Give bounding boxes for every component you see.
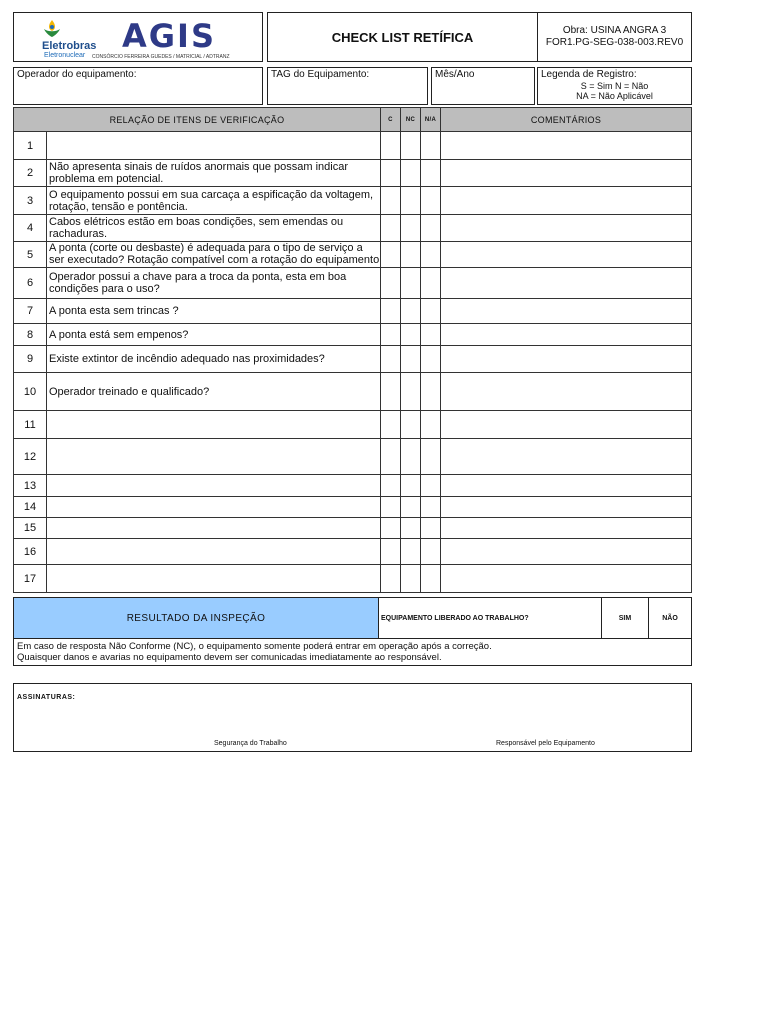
- row-comment[interactable]: [441, 215, 692, 242]
- row-check-na[interactable]: [421, 373, 441, 411]
- row-check-na[interactable]: [421, 187, 441, 215]
- row-check-nc[interactable]: [401, 215, 421, 242]
- legend-box: [537, 67, 692, 105]
- agis-logo: AGIS: [122, 17, 216, 55]
- row-check-nc[interactable]: [401, 565, 421, 593]
- row-check-na[interactable]: [421, 242, 441, 268]
- table-row: [14, 475, 692, 497]
- row-number: 11: [14, 411, 47, 439]
- row-check-na[interactable]: [421, 132, 441, 160]
- row-item-text: [47, 497, 381, 518]
- col-header-na: N/A: [421, 108, 441, 132]
- row-number: 13: [14, 475, 47, 497]
- signatures-box: [13, 683, 692, 752]
- row-item-text-inner: Existe extintor de incêndio adequado nas proximidades?: [49, 353, 325, 365]
- result-sim-option[interactable]: [601, 597, 649, 639]
- row-check-nc[interactable]: [401, 242, 421, 268]
- legend-line-2: NA = Não Aplicável: [576, 91, 653, 101]
- row-number: 9: [14, 346, 47, 373]
- row-comment[interactable]: [441, 411, 692, 439]
- row-item-text: [47, 475, 381, 497]
- table-row: [14, 539, 692, 565]
- row-check-c[interactable]: [381, 187, 401, 215]
- row-check-nc[interactable]: [401, 132, 421, 160]
- row-item-text-inner: A ponta esta sem trincas ?: [49, 305, 179, 317]
- row-check-c[interactable]: [381, 411, 401, 439]
- row-check-c[interactable]: [381, 132, 401, 160]
- row-check-nc[interactable]: [401, 518, 421, 539]
- row-item-text-inner: A ponta (corte ou desbaste) é adequada para o tipo de serviço a ser executado? Rotação compatível com a rotação do equipamento: [49, 242, 380, 266]
- row-number: 1: [14, 132, 47, 160]
- row-check-c[interactable]: [381, 346, 401, 373]
- obra-box: [537, 12, 692, 62]
- row-number: 12: [14, 439, 47, 475]
- col-header-items: RELAÇÃO DE ITENS DE VERIFICAÇÃO: [14, 108, 381, 132]
- row-item-text: [47, 132, 381, 160]
- checklist-body: [14, 132, 692, 593]
- signature-safety[interactable]: Segurança do Trabalho: [214, 740, 287, 747]
- row-check-c[interactable]: [381, 518, 401, 539]
- col-header-c: C: [381, 108, 401, 132]
- row-item-text: [47, 215, 381, 242]
- row-comment[interactable]: [441, 565, 692, 593]
- consortium-text: CONSÓRCIO FERREIRA GUEDES / MATRICIAL / ADTRANZ: [92, 54, 230, 60]
- table-row: [14, 132, 692, 160]
- row-comment[interactable]: [441, 346, 692, 373]
- row-comment[interactable]: [441, 497, 692, 518]
- row-item-text: [47, 242, 381, 268]
- tag-label: TAG do Equipamento:: [271, 69, 370, 80]
- row-check-c[interactable]: [381, 373, 401, 411]
- row-item-text: [47, 268, 381, 299]
- table-row: [14, 497, 692, 518]
- row-check-na[interactable]: [421, 518, 441, 539]
- row-check-nc[interactable]: [401, 268, 421, 299]
- row-check-na[interactable]: [421, 565, 441, 593]
- row-item-text-inner: Não apresenta sinais de ruídos anormais que possam indicar problema em potencial.: [49, 161, 348, 185]
- note-box: [13, 638, 692, 666]
- signature-responsible[interactable]: Responsável pelo Equipamento: [496, 740, 595, 747]
- table-row: [14, 299, 692, 324]
- mes-ano-label: Mês/Ano: [435, 69, 475, 80]
- table-row: [14, 187, 692, 215]
- row-item-text: [47, 373, 381, 411]
- row-check-nc[interactable]: [401, 346, 421, 373]
- row-number: 15: [14, 518, 47, 539]
- result-sim-label: SIM: [618, 614, 632, 622]
- row-check-nc[interactable]: [401, 475, 421, 497]
- eletrobras-wordmark: Eletrobras: [42, 40, 97, 52]
- row-item-text-inner: O equipamento possui em sua carcaça a espificação da voltagem, rotação, tensão e pontência.: [49, 188, 374, 213]
- row-comment[interactable]: [441, 132, 692, 160]
- row-check-nc[interactable]: [401, 411, 421, 439]
- table-row: [14, 324, 692, 346]
- row-item-text: [47, 518, 381, 539]
- row-item-text: [47, 565, 381, 593]
- table-row: [14, 215, 692, 242]
- row-check-na[interactable]: [421, 346, 441, 373]
- row-check-c[interactable]: [381, 299, 401, 324]
- row-number: 17: [14, 565, 47, 593]
- row-check-na[interactable]: [421, 160, 441, 187]
- table-row: [14, 160, 692, 187]
- row-comment[interactable]: [441, 299, 692, 324]
- row-check-na[interactable]: [421, 324, 441, 346]
- row-item-text: [47, 346, 381, 373]
- row-check-na[interactable]: [421, 215, 441, 242]
- row-item-text: [47, 411, 381, 439]
- row-number: 10: [14, 373, 47, 411]
- operador-field[interactable]: [13, 67, 263, 105]
- row-check-c[interactable]: [381, 439, 401, 475]
- table-row: [14, 518, 692, 539]
- row-comment[interactable]: [441, 187, 692, 215]
- row-number: 6: [14, 268, 47, 299]
- row-check-na[interactable]: [421, 497, 441, 518]
- table-row: [14, 439, 692, 475]
- table-row: [14, 346, 692, 373]
- col-header-nc: NC: [401, 108, 421, 132]
- result-label: [13, 597, 379, 639]
- row-check-na[interactable]: [421, 475, 441, 497]
- row-check-c[interactable]: [381, 497, 401, 518]
- row-number: 2: [14, 160, 47, 187]
- row-number: 14: [14, 497, 47, 518]
- row-check-c[interactable]: [381, 565, 401, 593]
- table-row: [14, 268, 692, 299]
- document-title: CHECK LIST RETÍFICA: [267, 12, 538, 62]
- row-comment[interactable]: [441, 160, 692, 187]
- result-label-text: RESULTADO DA INSPEÇÃO: [126, 612, 266, 624]
- row-number: 7: [14, 299, 47, 324]
- row-item-text: [47, 539, 381, 565]
- table-row: [14, 242, 692, 268]
- row-number: 3: [14, 187, 47, 215]
- row-check-na[interactable]: [421, 268, 441, 299]
- row-check-c[interactable]: [381, 539, 401, 565]
- row-item-text-inner: Cabos elétricos estão em boas condições, sem emendas ou rachaduras.: [49, 216, 344, 240]
- row-comment[interactable]: [441, 373, 692, 411]
- result-question-text: EQUIPAMENTO LIBERADO AO TRABALHO?: [381, 614, 529, 622]
- form-code: FOR1.PG-SEG-038-003.REV0: [545, 37, 684, 48]
- signatures-label: ASSINATURAS:: [17, 694, 76, 701]
- result-question: [378, 597, 602, 639]
- row-comment[interactable]: [441, 475, 692, 497]
- row-item-text-inner: Operador possui a chave para a troca da ponta, esta em boa condições para o uso?: [49, 271, 347, 295]
- row-check-na[interactable]: [421, 539, 441, 565]
- row-item-text: [47, 187, 381, 215]
- table-row: [14, 565, 692, 593]
- result-nao-label: NÃO: [662, 614, 678, 622]
- checklist-table: [13, 107, 692, 593]
- tag-field[interactable]: [267, 67, 428, 105]
- row-check-c[interactable]: [381, 242, 401, 268]
- operador-label: Operador do equipamento:: [17, 69, 137, 80]
- row-check-c[interactable]: [381, 475, 401, 497]
- legend-label: Legenda de Registro:: [541, 69, 637, 80]
- row-check-c[interactable]: [381, 324, 401, 346]
- row-item-text-inner: A ponta está sem empenos?: [49, 328, 189, 341]
- row-check-na[interactable]: [421, 411, 441, 439]
- row-item-text: [47, 299, 381, 324]
- row-comment[interactable]: [441, 268, 692, 299]
- row-comment[interactable]: [441, 324, 692, 346]
- row-comment[interactable]: [441, 439, 692, 475]
- row-comment[interactable]: [441, 242, 692, 268]
- obra-text: Obra: USINA ANGRA 3: [562, 25, 667, 36]
- mes-ano-field[interactable]: [431, 67, 535, 105]
- row-check-nc[interactable]: [401, 497, 421, 518]
- note-line-2: Quaisquer danos e avarias no equipamento devem ser comunicadas imediatamente ao responsável.: [17, 652, 442, 663]
- row-check-na[interactable]: [421, 439, 441, 475]
- col-header-comments: COMENTÁRIOS: [441, 108, 692, 132]
- row-check-nc[interactable]: [401, 187, 421, 215]
- row-item-text: [47, 160, 381, 187]
- row-item-text: [47, 324, 381, 346]
- row-check-nc[interactable]: [401, 324, 421, 346]
- row-check-nc[interactable]: [401, 373, 421, 411]
- row-number: 5: [14, 242, 47, 268]
- row-check-na[interactable]: [421, 299, 441, 324]
- row-check-nc[interactable]: [401, 160, 421, 187]
- row-check-nc[interactable]: [401, 539, 421, 565]
- row-number: 8: [14, 324, 47, 346]
- row-number: 16: [14, 539, 47, 565]
- result-nao-option[interactable]: [648, 597, 692, 639]
- note-line-1: Em caso de resposta Não Conforme (NC), o equipamento somente poderá entrar em operação após a correção.: [17, 641, 492, 652]
- row-check-nc[interactable]: [401, 439, 421, 475]
- legend-line-1: S = Sim N = Não: [580, 81, 649, 91]
- eletrobras-logo-icon: [41, 19, 63, 39]
- row-number: 4: [14, 215, 47, 242]
- row-comment[interactable]: [441, 539, 692, 565]
- eletronuclear-wordmark: Eletronuclear: [44, 52, 86, 59]
- row-item-text: [47, 439, 381, 475]
- row-comment[interactable]: [441, 518, 692, 539]
- row-check-c[interactable]: [381, 268, 401, 299]
- row-check-c[interactable]: [381, 215, 401, 242]
- table-row: [14, 373, 692, 411]
- row-check-c[interactable]: [381, 160, 401, 187]
- table-row: [14, 411, 692, 439]
- table-header-row: [14, 108, 692, 132]
- logo-box: [13, 12, 263, 62]
- row-item-text-inner: Operador treinado e qualificado?: [49, 385, 210, 398]
- row-check-nc[interactable]: [401, 299, 421, 324]
